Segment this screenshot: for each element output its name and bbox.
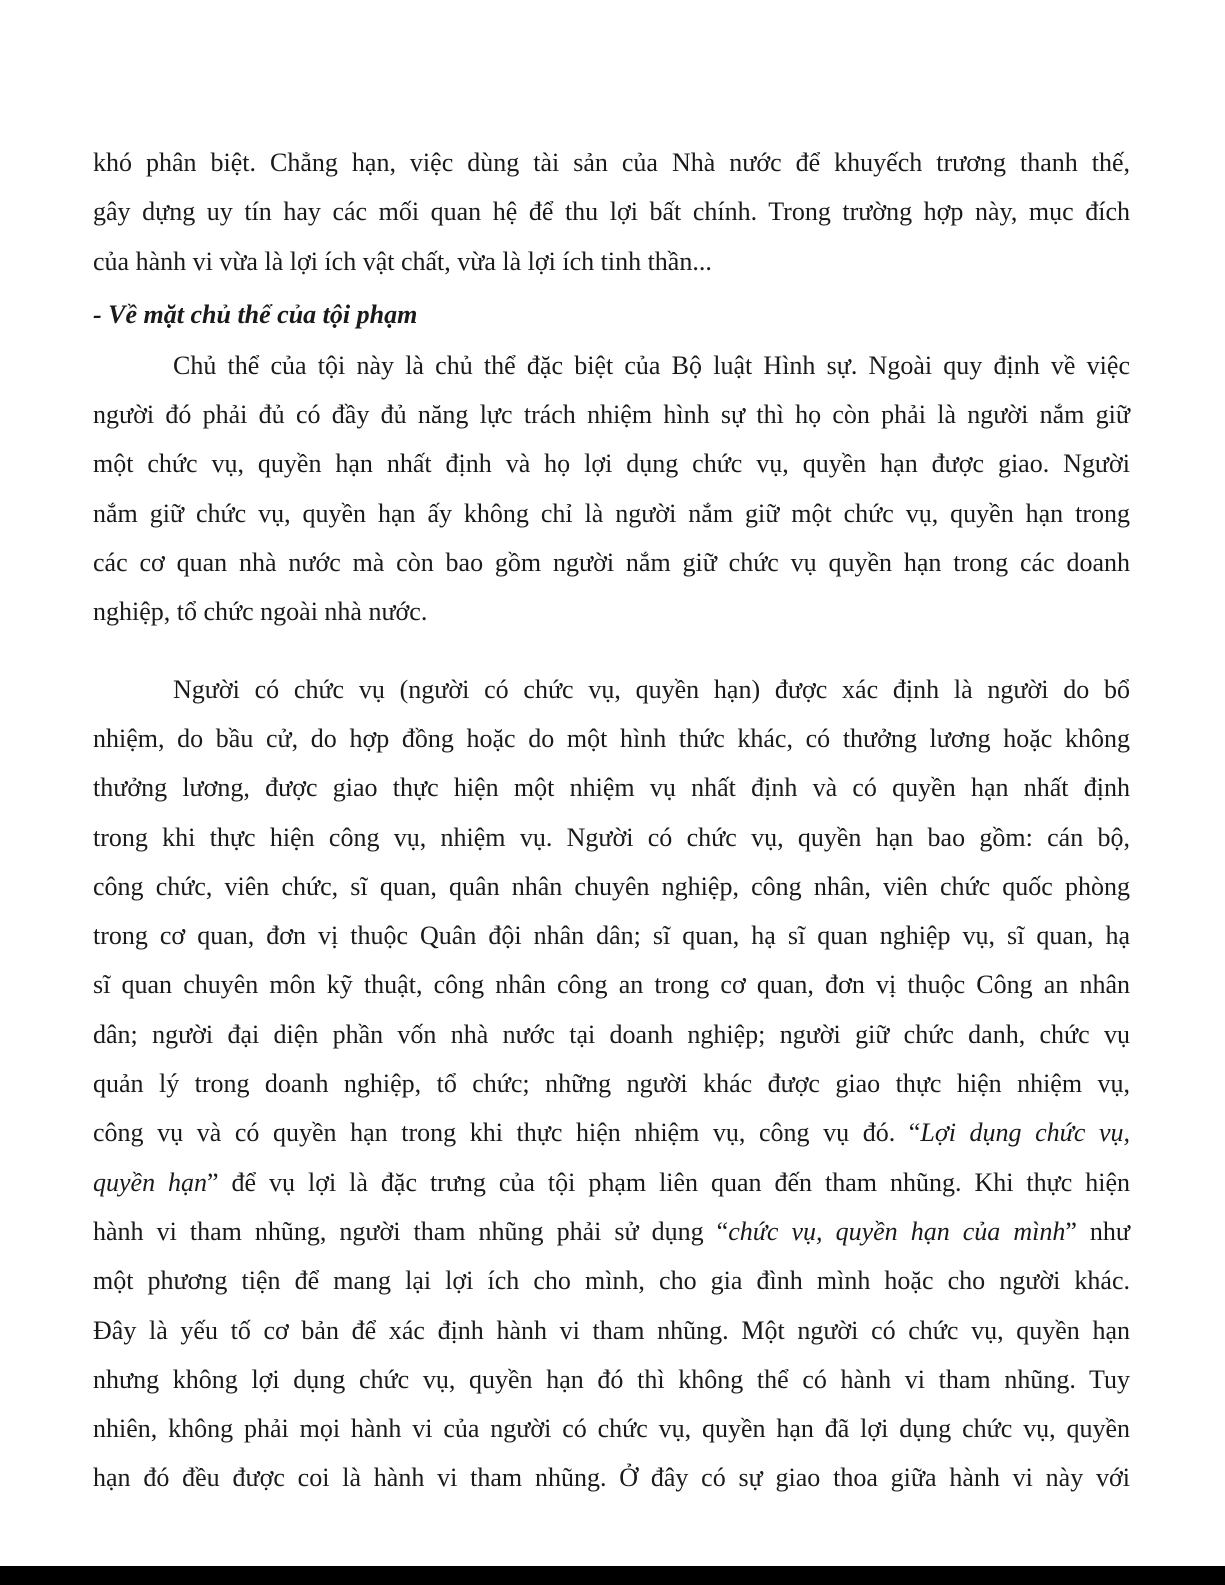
text-run: ” như [1065,1216,1130,1246]
text-line: Người có chức vụ (người có chức vụ, quyền hạn) được xác định là người do bổ [173,674,1130,704]
text-line: khó phân biệt. Chẳng hạn, việc dùng tài sản của Nhà nước để khuyếch trương thanh thế, [93,148,1130,177]
text-line: công chức, viên chức, sĩ quan, quân nhân chuyên nghiệp, công nhân, viên chức quốc phòng [93,871,1130,901]
text-line: gây dựng uy tín hay các mối quan hệ để thu lợi bất chính. Trong trường hợp này, mục đích [93,197,1130,227]
page-bottom-border [0,1566,1225,1585]
text-line: thưởng lương, được giao thực hiện một nhiệm vụ nhất định và có quyền hạn nhất định [93,773,1130,803]
text-line: quản lý trong doanh nghiệp, tổ chức; những người khác được giao thực hiện nhiệm vụ, [93,1069,1130,1099]
text-line: một phương tiện để mang lại lợi ích cho mình, cho gia đình mình hoặc cho người khác. [93,1266,1130,1296]
text-line: Đây là yếu tố cơ bản để xác định hành vi tham nhũng. Một người có chức vụ, quyền hạn [93,1315,1130,1345]
text-line: nhưng không lợi dụng chức vụ, quyền hạn đó thì không thể có hành vi tham nhũng. Tuy [93,1364,1130,1394]
text-run: công vụ và có quyền hạn trong khi thực hiện nhiệm vụ, công vụ đó. “ [93,1118,921,1148]
text-line: trong cơ quan, đơn vị thuộc Quân đội nhân dân; sĩ quan, hạ sĩ quan nghiệp vụ, sĩ quan, hạ [93,921,1130,951]
text-line: Chủ thể của tội này là chủ thể đặc biệt của Bộ luật Hình sự. Ngoài quy định về việc [173,350,1130,380]
text-line: nắm giữ chức vụ, quyền hạn ấy không chỉ là người nắm giữ một chức vụ, quyền hạn trong [93,498,1130,528]
text-line: trong khi thực hiện công vụ, nhiệm vụ. Người có chức vụ, quyền hạn bao gồm: cán bộ, [93,822,1130,852]
text-run: hành vi tham nhũng, người tham nhũng phải sử dụng “ [93,1216,729,1246]
text-line: nhiệm, do bầu cử, do hợp đồng hoặc do một hình thức khác, có thưởng lương hoặc không [93,723,1130,753]
spacer [93,637,1130,665]
document-page [93,138,1130,1503]
text-line: nghiệp, tổ chức ngoài nhà nước. [93,597,428,627]
paragraph-subject-definition [93,341,1130,637]
paragraph-purpose-continuation [93,138,1130,286]
text-line [93,1207,1130,1256]
text-line: các cơ quan nhà nước mà còn bao gồm người nắm giữ chức vụ quyền hạn trong các doanh [93,548,1130,578]
text-line [93,1108,1130,1157]
text-line [93,1158,1130,1207]
text-line: nhiên, không phải mọi hành vi của người có chức vụ, quyền hạn đã lợi dụng chức vụ, quyền [93,1414,1130,1444]
text-run: ” để vụ lợi là đặc trưng của tội phạm liên quan đến tham nhũng. Khi thực hiện [207,1167,1130,1197]
italic-quote: Lợi dụng chức vụ, [920,1118,1130,1148]
text-line: dân; người đại diện phần vốn nhà nước tại doanh nghiệp; người giữ chức danh, chức vụ [93,1019,1130,1049]
paragraph-person-with-position [93,665,1130,1503]
text-line: một chức vụ, quyền hạn nhất định và họ lợi dụng chức vụ, quyền hạn được giao. Người [93,449,1130,479]
text-line: của hành vi vừa là lợi ích vật chất, vừa là lợi ích tinh thần... [93,246,712,276]
section-heading-subject: - Về mặt chủ thể của tội phạm [93,299,418,329]
text-line: sĩ quan chuyên môn kỹ thuật, công nhân công an trong cơ quan, đơn vị thuộc Công an nhân [93,970,1130,1000]
text-line: hạn đó đều được coi là hành vi tham nhũng. Ở đây có sự giao thoa giữa hành vi này với [93,1463,1130,1493]
italic-quote: quyền hạn [93,1167,208,1197]
italic-quote: chức vụ, quyền hạn của mình [728,1216,1066,1246]
text-line: người đó phải đủ có đầy đủ năng lực trách nhiệm hình sự thì họ còn phải là người nắm giữ [93,400,1130,430]
